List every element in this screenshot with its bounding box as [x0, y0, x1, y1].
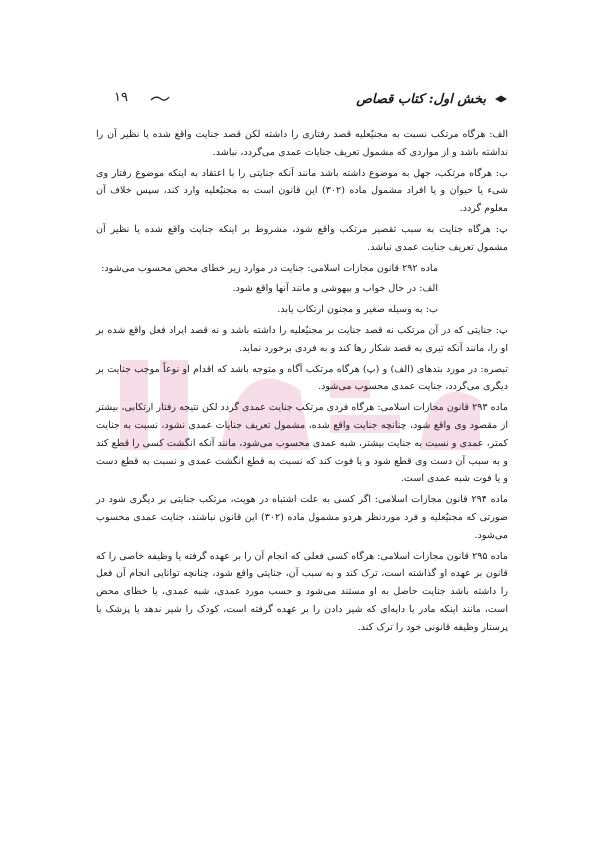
- paragraph: پ: جنایتی که در آن مرتکب نه قصد جنایت بر مجنیٌعلیه را داشته باشد و نه قصد ایراد فعل واقع شده بر او را، مانند آنکه تیری به قصد شکار رها کند و به فردی برخورد نماید.: [96, 324, 508, 354]
- paragraph: الف: در حال خواب و بیهوشی و مانند آنها واقع شود.: [232, 283, 438, 295]
- page-header: [98, 88, 508, 114]
- page-number: ۱۹: [114, 90, 128, 105]
- note-paragraph: تبصره: در مورد بندهای (الف) و (پ) هرگاه مرتکب آگاه و متوجه باشد که اقدام او نوعاً موجب جنایت بر دیگری می‌گردد، جنایت عمدی محسوب می‌شود.: [96, 363, 508, 393]
- paragraph: ماده ۲۹۳ قانون مجازات اسلامی: هرگاه فردی مرتکب جنایت عمدی گردد لکن نتیجه رفتار ارتکابی، بیشتر از مقصود وی واقع شود، چنانچه جنایت واقع شده، مشمول تعریف جنایات عمدی نشود، نسبت به جنایت کمتر، عمدی و نسبت به جنایت بیشتر، شبه عمدی محسوب می‌شود، مانند آنکه انگشت کسی را قطع کند و به سبب آن دست وی قطع شود و یا فوت کند که نسبت به قطع انگشت عمدی و نسبت به قطع دست و یا فوت شبه عمدی است.: [96, 402, 508, 485]
- paragraph: پ: هرگاه جنایت به سبب تقصیر مرتکب واقع شود، مشروط بر اینکه جنایت واقع شده یا نظیر آن مشمول تعریف جنایت عمدی نباشد.: [96, 223, 508, 253]
- diamond-icon: [494, 95, 508, 103]
- article-heading: ماده ۲۹۲ قانون مجازات اسلامی: جنایت در موارد زیر خطای محض محسوب می‌شود:: [101, 262, 438, 274]
- paragraph: الف: هرگاه مرتکب نسبت به مجنیٌعلیه قصد رفتاری را داشته لکن قصد جنایت واقع شده یا نظیر آن را نداشته باشد و از مواردی که مشمول تعریف جنایات عمدی می‌گردد، نباشد.: [96, 129, 508, 158]
- paragraph: ماده ۲۹۴ قانون مجازات اسلامی: اگر کسی به علت اشتباه در هویت، مرتکب جنایتی بر دیگری شود در صورتی که مجنیٌعلیه و فرد موردنظر هردو مشمول ماده (۳۰۲) این قانون نباشند، جنایت عمدی محسوب می‌شود.: [96, 494, 509, 541]
- paragraph: ب: هرگاه مرتکب، جهل به موضوع داشته باشد مانند آنکه جنایتی را با اعتقاد به اینکه موضوع رفتار وی شیء یا حیوان و یا افراد مشمول ماده (۳۰۲) این قانون است به مجنیٌعلیه وارد کند، سپس خلاف آن معلوم گردد.: [96, 167, 509, 215]
- body-text: [96, 126, 508, 640]
- paragraph: ب: به وسیله صغیر و مجنون ارتکاب یابد.: [277, 304, 438, 316]
- section-title: بخش اول: کتاب قصاص: [356, 92, 486, 107]
- paragraph: ماده ۲۹۵ قانون مجازات اسلامی: هرگاه کسی فعلی که انجام آن را بر عهده گرفته یا وظیفه خاصی را که قانون بر عهده او گذاشته است، ترک کند و به سبب آن، جنایتی واقع شود، چنانچه توانایی انجام آن فعل را داشته باشد جنایت حاصل به او مستند می‌شود و حسب مورد عمدی، شبه عمدی، یا خطای محض است، مانند اینکه مادر یا دایه‌ای که شیر دادن را بر عهده گرفته است، کودک را شیر ندهد یا پزشک یا پرستار وظیفه قانونی خود را ترک کند.: [96, 550, 508, 633]
- ornament-icon: [150, 94, 170, 104]
